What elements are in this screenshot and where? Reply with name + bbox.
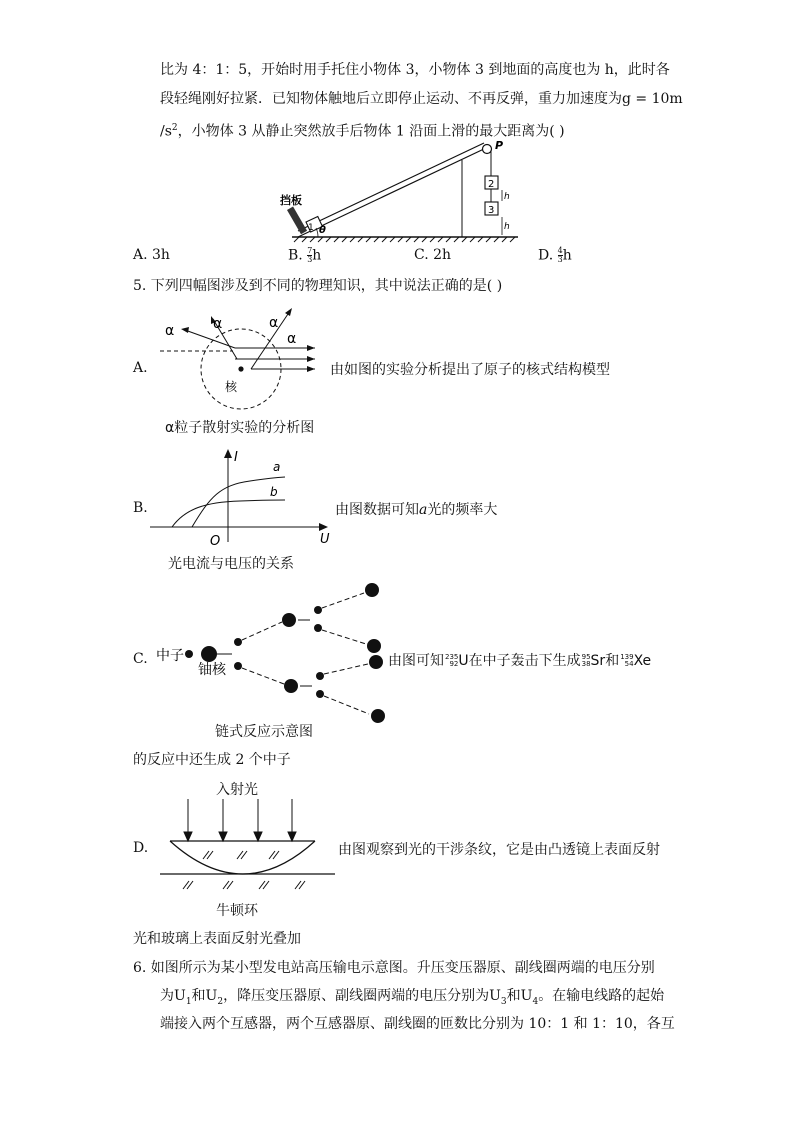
alpha-label-3: α <box>269 315 279 331</box>
uranium-label: 铀核 <box>198 662 226 678</box>
alpha-label-4: α <box>287 331 297 347</box>
q5-a-caption: α粒子散射实验的分析图 <box>165 420 315 436</box>
neutron-label: 中子 <box>156 648 184 664</box>
pulley-label: P <box>495 139 504 152</box>
q6-text-line3: 端接入两个互感器，两个互感器原、副线圈的匝数比分别为 10：1 和 1：10，各互 <box>160 1016 675 1032</box>
q4-option-d: D. $\frac{4}{3}$ h <box>538 246 572 264</box>
axis-i-label: I <box>234 450 238 465</box>
fraction-b: $\frac{7}{3}$ <box>307 246 313 264</box>
block-2-label: 2 <box>488 179 495 190</box>
uranium-dot <box>201 646 217 662</box>
block-3-label: 3 <box>488 205 495 216</box>
q4-text-line2: 段轻绳刚好拉紧．已知物体触地后立即停止运动、不再反弹，重力加速度为g = 10m <box>160 91 683 107</box>
q5-stem: 5. 下列四幅图涉及到不同的物理知识，其中说法正确的是( ) <box>133 278 503 294</box>
h-label-upper: h <box>504 192 510 202</box>
q6-text-line2: 为$U_1$和$U_2$，降压变压器原、副线圈两端的电压分别为$U_3$和$U_4$。在输电线路的起始 <box>160 988 665 1007</box>
q5-option-d-letter: D. <box>133 840 149 856</box>
angle-label: θ <box>319 225 326 236</box>
q5-d-caption: 牛顿环 <box>216 903 258 919</box>
baffle <box>287 207 307 235</box>
isotope-sr: 95 38 <box>581 653 591 668</box>
q5-c-continuation: 的反应中还生成 2 个中子 <box>133 752 291 768</box>
q4-option-c: C. 2h <box>414 247 452 263</box>
pulley-icon <box>483 145 492 154</box>
neutron-dot <box>185 650 193 658</box>
q5-b-statement: 由图数据可知a光的频率大 <box>335 502 498 518</box>
incident-light-label: 入射光 <box>216 782 258 798</box>
photocurrent-graph <box>150 447 340 547</box>
block-1-label: 1 <box>308 223 314 233</box>
q5-d-continuation: 光和玻璃上表面反射光叠加 <box>133 931 301 947</box>
axis-u-label: U <box>320 532 330 547</box>
q5-option-c-letter: C. <box>133 651 148 667</box>
isotope-xe: 139 54 <box>620 653 634 668</box>
fraction-d: $\frac{4}{3}$ <box>557 246 563 264</box>
newton-rings-figure <box>155 797 340 897</box>
curve-b-label: b <box>270 485 278 499</box>
q4-option-b: B. $\frac{7}{3}$ h <box>288 246 322 264</box>
curve-a-label: a <box>273 460 281 474</box>
baffle-label: 挡板 <box>280 194 302 207</box>
q4-text-line3: $/s^2$，小物体 3 从静止突然放手后物体 1 沿面上滑的最大距离为( ) <box>160 123 565 140</box>
origin-label: O <box>210 534 221 549</box>
h-label-lower: h <box>504 222 510 232</box>
q5-b-caption: 光电流与电压的关系 <box>168 556 294 572</box>
q5-a-statement: 由如图的实验分析提出了原子的核式结构模型 <box>330 362 610 378</box>
chain-reaction-figure <box>150 578 390 728</box>
q4-text-line1: 比为 4：1：5，开始时用手托住小物体 3，小物体 3 到地面的高度也为 h，此时各 <box>160 62 670 78</box>
q4-option-a: A. 3h <box>133 247 170 263</box>
isotope-u: 235 92 <box>445 653 459 668</box>
q6-text-line1: 6. 如图所示为某小型发电站高压输电示意图。升压变压器原、副线圈两端的电压分别 <box>133 960 655 976</box>
q5-d-statement: 由图观察到光的干涉条纹，它是由凸透镜上表面反射 <box>338 842 660 858</box>
alpha-label-2: α <box>213 316 223 332</box>
nucleus-dot <box>238 366 243 371</box>
q5-option-b-letter: B. <box>133 500 148 516</box>
q5-option-a-letter: A. <box>133 360 148 376</box>
nucleus-label: 核 <box>225 380 238 394</box>
alpha-scattering-figure <box>155 303 325 413</box>
q5-c-caption: 链式反应示意图 <box>215 724 313 740</box>
alpha-label-1: α <box>165 323 175 339</box>
q5-c-statement: 由图可知 235 92 U在中子轰击下生成 95 38 Sr和 139 54 Xe <box>388 653 652 669</box>
incline-pulley-figure <box>270 140 530 245</box>
